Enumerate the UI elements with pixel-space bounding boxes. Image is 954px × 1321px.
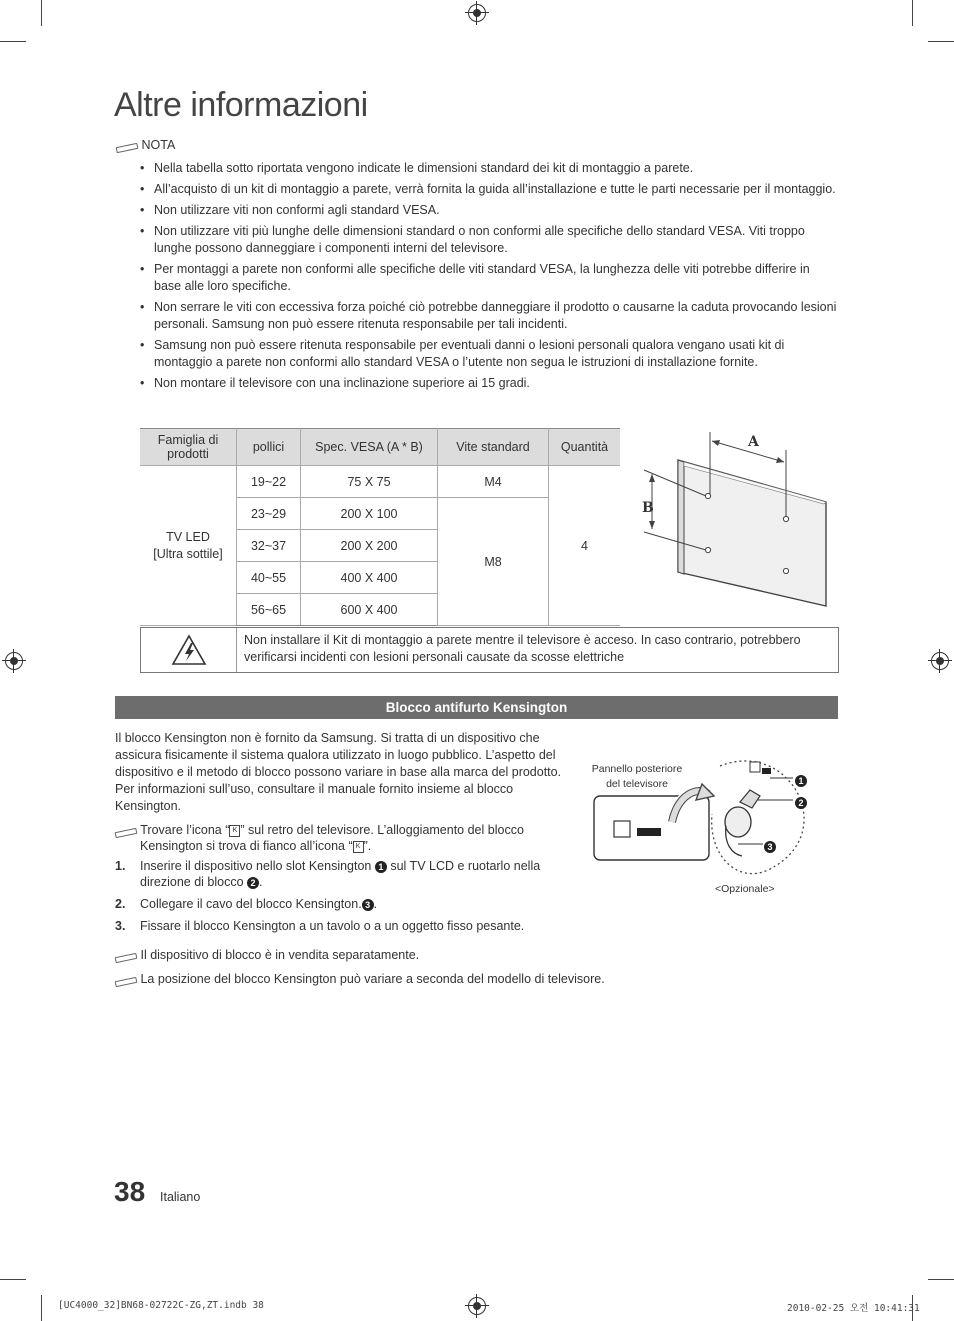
diagram-callout (764, 838, 776, 856)
callout-3-icon: 3 (362, 899, 374, 911)
table-header: Famiglia di prodotti (140, 429, 237, 466)
page-number: 38 (114, 1176, 146, 1207)
vesa-cell: 200 X 200 (301, 530, 438, 562)
note-list (140, 160, 840, 396)
registration-mark-icon (931, 652, 949, 670)
list-item: • Non montare il televisore con una inclinazione superiore ai 15 gradi. (140, 375, 840, 392)
kensington-k-icon: K (353, 841, 364, 853)
list-item: • All’acquisto di un kit di montaggio a parete, verrà fornita la guida all’installazione e tutte le parti necessarie per il montaggio. (140, 181, 840, 198)
family-line: [Ultra sottile] (153, 547, 223, 561)
step-text: . (259, 875, 263, 889)
note-label: NOTA (141, 138, 176, 152)
kensington-note-line2 (140, 838, 570, 855)
note-text: ” sul retro del televisore. L’alloggiamento del blocco (240, 823, 524, 837)
note-text: ”. (363, 839, 372, 853)
note-text: Il dispositivo di blocco è in vendita separatamente. (140, 948, 420, 962)
callout-3-icon: 3 (764, 841, 776, 853)
registration-mark-icon (5, 652, 23, 670)
pencil-icon (116, 140, 138, 152)
note-sold-separately (115, 947, 815, 964)
list-item: • Non utilizzare viti non conformi agli standard VESA. (140, 202, 840, 219)
inches-cell: 32~37 (237, 530, 301, 562)
vesa-table (140, 428, 620, 626)
inches-cell: 23~29 (237, 498, 301, 530)
inches-cell: 56~65 (237, 594, 301, 626)
step-text: Fissare il blocco Kensington a un tavolo o a un oggetto fisso pesante. (140, 919, 525, 933)
warning-text: Non installare il Kit di montaggio a parete mentre il televisore è acceso. In caso contrario, potrebbero verificarsi incidenti con lesioni personali causate da scosse elettriche (244, 633, 801, 664)
kensington-note-icon-location (115, 822, 565, 839)
pencil-icon (115, 974, 137, 986)
table-header: Vite standard (438, 429, 549, 466)
note-position-varies (115, 971, 815, 988)
callout-2-icon: 2 (795, 797, 807, 809)
table-row (140, 466, 620, 498)
kensington-lock-diagram (590, 744, 820, 884)
crop-mark (928, 1279, 954, 1280)
step-number: 1. (115, 859, 126, 873)
product-family-cell (140, 466, 237, 626)
crop-mark (928, 41, 954, 42)
crop-mark (0, 41, 26, 42)
crop-mark (41, 1295, 42, 1321)
step-text: direzione di blocco (140, 875, 248, 889)
quantity-cell: 4 (549, 466, 621, 626)
step-1-line2 (140, 874, 570, 891)
diagram-callout (795, 772, 807, 790)
screw-cell: M8 (438, 498, 549, 626)
vesa-cell: 400 X 400 (301, 562, 438, 594)
warning-icon-box (141, 628, 237, 672)
rear-panel-label-line: del televisore (606, 778, 668, 790)
pencil-icon (115, 825, 137, 837)
family-line: TV LED (166, 530, 210, 544)
crop-mark (41, 0, 42, 26)
table-header: Quantità (549, 429, 621, 466)
table-header: pollici (237, 429, 301, 466)
callout-1-icon: 1 (795, 775, 807, 787)
inches-cell: 40~55 (237, 562, 301, 594)
list-item: • Non serrare le viti con eccessiva forza poiché ciò potrebbe danneggiare il prodotto o causarne la caduta provocando lesioni personali. Samsung non può essere ritenuta responsabile per tali incidenti. (140, 299, 840, 333)
step-text: sul TV LCD e ruotarlo nella (386, 859, 541, 873)
print-file-info: [UC4000_32]BN68-02722C-ZG,ZT.indb 38 (58, 1300, 264, 1311)
step-text: Collegare il cavo del blocco Kensington. (140, 897, 362, 911)
kensington-intro: Il blocco Kensington non è fornito da Samsung. Si tratta di un dispositivo che assicura fisicamente il sistema qualora utilizzato in luogo pubblico. L’aspetto del dispositivo e il metodo di blocco possono variare in base alla marca del prodotto. Per informazioni sull’uso, consultare il manuale fornito insieme al blocco Kensington. (115, 731, 562, 813)
vesa-cell: 75 X 75 (301, 466, 438, 498)
callout-1-icon: 1 (375, 861, 387, 873)
note-heading (116, 138, 175, 152)
step-number: 3. (115, 919, 126, 933)
step-1 (115, 858, 565, 875)
electric-shock-warning-icon (171, 634, 207, 666)
note-text: Kensington si trova di fianco all’icona “ (140, 839, 353, 853)
pencil-icon (115, 950, 137, 962)
dimension-b-label: B (642, 500, 654, 516)
registration-mark-icon (468, 1297, 486, 1315)
list-item: • Non utilizzare viti più lunghe delle dimensioni standard o non conformi alle specifiche dello standard VESA. Viti troppo lunghe possono danneggiare i componenti interni del televisore. (140, 223, 840, 257)
screw-cell: M4 (438, 466, 549, 498)
step-3 (115, 918, 565, 935)
page-title: Altre informazioni (114, 86, 368, 124)
crop-mark (912, 0, 913, 26)
registration-mark-icon (468, 4, 486, 22)
note-text: La posizione del blocco Kensington può variare a seconda del modello di televisore. (140, 972, 605, 986)
dimension-a-label: A (748, 434, 759, 450)
rear-panel-label-line: Pannello posteriore (591, 763, 683, 775)
list-item: • Samsung non può essere ritenuta responsabile per eventuali danni o lesioni personali qualora vengano usati kit di montaggio a parete non conformi allo standard VESA o l’utente non segua le istruzioni di installazione fornite. (140, 337, 840, 371)
optional-label: <Opzionale> (715, 883, 775, 895)
crop-mark (0, 1279, 26, 1280)
step-2 (115, 896, 565, 913)
table-header-row (140, 429, 620, 466)
print-date-info: 2010-02-25 오전 10:41:31 (787, 1303, 920, 1314)
diagram-callout (795, 794, 807, 812)
step-text: . (373, 897, 378, 911)
note-text: Trovare l’icona “ (140, 823, 230, 837)
vesa-cell: 200 X 100 (301, 498, 438, 530)
warning-box (140, 627, 839, 673)
inches-cell: 19~22 (237, 466, 301, 498)
kensington-k-icon: K (229, 825, 240, 837)
callout-2-icon: 2 (247, 877, 259, 889)
section-header: Blocco antifurto Kensington (115, 696, 838, 719)
table-header: Spec. VESA (A * B) (301, 429, 438, 466)
tv-mount-diagram (636, 426, 836, 616)
step-text: Inserire il dispositivo nello slot Kensington (140, 859, 375, 873)
list-item: • Nella tabella sotto riportata vengono indicate le dimensioni standard dei kit di montaggio a parete. (140, 160, 840, 177)
list-item: • Per montaggi a parete non conformi alle specifiche delle viti standard VESA, la lunghezza delle viti potrebbe differire in base alle loro specifiche. (140, 261, 840, 295)
page-language: Italiano (160, 1190, 201, 1204)
step-number: 2. (115, 897, 126, 911)
vesa-cell: 600 X 400 (301, 594, 438, 626)
